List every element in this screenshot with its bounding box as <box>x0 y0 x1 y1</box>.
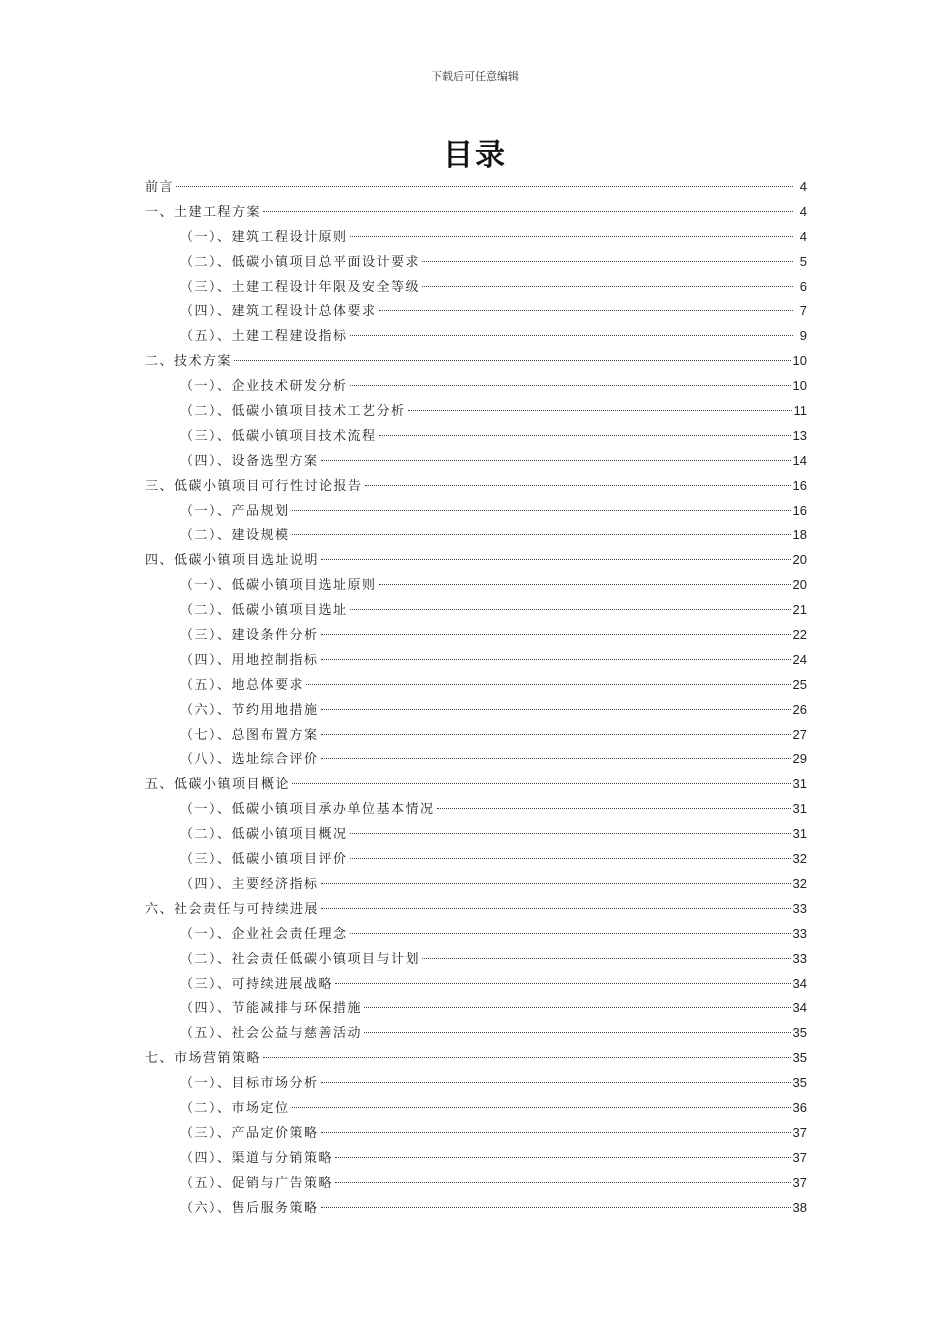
toc-entry-label: （四）、渠道与分销策略 <box>180 1150 334 1166</box>
toc-entry-label: （一）、企业技术研发分析 <box>180 379 348 395</box>
toc-leader-dots <box>422 261 793 262</box>
toc-entry-label: （六）、节约用地措施 <box>180 702 319 718</box>
toc-entry[interactable] <box>145 424 807 449</box>
toc-entry-label: 四、低碳小镇项目选址说明 <box>145 553 320 569</box>
toc-entry[interactable] <box>145 872 807 897</box>
toc-entry-page: 4 <box>799 228 807 244</box>
toc-entry[interactable] <box>145 1071 807 1096</box>
toc-entry-label: （八）、选址综合评价 <box>180 752 319 768</box>
toc-entry[interactable] <box>145 648 807 673</box>
toc-entry[interactable] <box>145 996 807 1021</box>
toc-entry-page: 35 <box>792 1050 807 1066</box>
toc-entry-label: （三）、产品定价策略 <box>180 1125 319 1141</box>
toc-entry[interactable] <box>145 299 807 324</box>
toc-leader-dots <box>321 1207 791 1208</box>
toc-leader-dots <box>350 335 793 336</box>
toc-leader-dots <box>364 1007 791 1008</box>
toc-entry-page: 38 <box>792 1199 807 1215</box>
toc-entry-page: 25 <box>792 676 807 692</box>
toc-leader-dots <box>292 1107 791 1108</box>
toc-entry[interactable] <box>145 474 807 499</box>
toc-entry-page: 33 <box>792 925 807 941</box>
toc-entry[interactable] <box>145 772 807 797</box>
toc-entry[interactable] <box>145 275 807 300</box>
toc-entry-page: 16 <box>792 502 807 518</box>
toc-entry-label: （二）、低碳小镇项目概况 <box>180 827 348 843</box>
page-title: 目录 <box>443 138 507 173</box>
toc-entry-label: （三）、低碳小镇项目技术流程 <box>180 428 377 444</box>
toc-entry[interactable] <box>145 499 807 524</box>
toc-entry-label: 三、低碳小镇项目可行性讨论报告 <box>145 478 363 494</box>
toc-entry-label: （四）、用地控制指标 <box>180 652 319 668</box>
toc-leader-dots <box>321 659 791 660</box>
toc-entry-label: （三）、低碳小镇项目评价 <box>180 852 348 868</box>
toc-leader-dots <box>321 634 791 635</box>
toc-entry[interactable] <box>145 1146 807 1171</box>
toc-leader-dots <box>321 1132 791 1133</box>
toc-entry-page: 4 <box>799 203 807 219</box>
toc-entry-label: （七）、总图布置方案 <box>180 727 319 743</box>
toc-entry-label: （一）、低碳小镇项目承办单位基本情况 <box>180 802 435 818</box>
toc-entry-page: 35 <box>792 1075 807 1091</box>
toc-entry-label: （五）、促销与广告策略 <box>180 1175 334 1191</box>
toc-leader-dots <box>292 510 791 511</box>
toc-entry-label: （一）、低碳小镇项目选址原则 <box>180 578 377 594</box>
toc-entry-page: 20 <box>792 552 807 568</box>
toc-leader-dots <box>321 908 791 909</box>
toc-leader-dots <box>263 1057 791 1058</box>
toc-entry-page: 34 <box>792 1000 807 1016</box>
toc-leader-dots <box>422 286 793 287</box>
toc-entry-label: （四）、节能减排与环保措施 <box>180 1001 363 1017</box>
toc-entry[interactable] <box>145 548 807 573</box>
toc-entry-page: 20 <box>792 577 807 593</box>
toc-entry-label: （四）、主要经济指标 <box>180 876 319 892</box>
toc-entry[interactable] <box>145 225 807 250</box>
toc-entry-page: 11 <box>793 403 807 419</box>
toc-entry-page: 9 <box>799 328 807 344</box>
toc-entry-label: （一）、建筑工程设计原则 <box>180 229 348 245</box>
toc-entry[interactable] <box>145 1171 807 1196</box>
toc-leader-dots <box>321 1082 791 1083</box>
toc-entry-page: 37 <box>792 1174 807 1190</box>
toc-entry-label: （一）、目标市场分析 <box>180 1076 319 1092</box>
toc-entry-page: 31 <box>792 826 807 842</box>
toc-leader-dots <box>321 559 791 560</box>
toc-leader-dots <box>350 833 791 834</box>
toc-leader-dots <box>263 211 793 212</box>
toc-entry-page: 21 <box>792 602 807 618</box>
toc-leader-dots <box>335 983 791 984</box>
toc-entry[interactable] <box>145 698 807 723</box>
toc-entry-label: （二）、社会责任低碳小镇项目与计划 <box>180 951 421 967</box>
toc-entry[interactable] <box>145 723 807 748</box>
toc-leader-dots <box>350 385 791 386</box>
toc-entry[interactable] <box>145 1046 807 1071</box>
toc-entry[interactable] <box>145 324 807 349</box>
toc-leader-dots <box>422 958 791 959</box>
toc-entry-label: （三）、可持续进展战略 <box>180 976 334 992</box>
toc-entry[interactable] <box>145 449 807 474</box>
toc-entry-page: 37 <box>792 1124 807 1140</box>
toc-entry-page: 34 <box>792 975 807 991</box>
toc-entry-page: 33 <box>792 900 807 916</box>
toc-leader-dots <box>379 435 791 436</box>
toc-entry-page: 26 <box>792 701 807 717</box>
toc-entry[interactable] <box>145 897 807 922</box>
toc-entry-page: 13 <box>792 427 807 443</box>
toc-entry[interactable] <box>145 523 807 548</box>
toc-entry-page: 32 <box>792 851 807 867</box>
toc-entry-label: （二）、低碳小镇项目选址 <box>180 603 348 619</box>
toc-leader-dots <box>364 1032 791 1033</box>
toc-entry[interactable] <box>145 822 807 847</box>
toc-entry[interactable] <box>145 922 807 947</box>
toc-entry[interactable] <box>145 1021 807 1046</box>
toc-entry-page: 22 <box>792 627 807 643</box>
toc-entry-page: 10 <box>792 353 807 369</box>
toc-entry-page: 36 <box>792 1099 807 1115</box>
toc-entry[interactable] <box>145 573 807 598</box>
toc-entry-page: 29 <box>792 751 807 767</box>
toc-entry[interactable] <box>145 1196 807 1221</box>
toc-leader-dots <box>365 485 791 486</box>
toc-entry[interactable] <box>145 673 807 698</box>
toc-entry-page: 35 <box>792 1025 807 1041</box>
toc-leader-dots <box>292 783 791 784</box>
toc-entry-page: 31 <box>792 801 807 817</box>
toc-leader-dots <box>350 858 791 859</box>
toc-entry-page: 31 <box>792 776 807 792</box>
toc-leader-dots <box>437 808 791 809</box>
toc-entry[interactable] <box>145 972 807 997</box>
toc-leader-dots <box>321 460 791 461</box>
toc-entry[interactable] <box>145 200 807 225</box>
toc-entry[interactable] <box>145 847 807 872</box>
toc-entry-label: 二、技术方案 <box>145 354 233 370</box>
toc-entry-label: （二）、低碳小镇项目技术工艺分析 <box>180 404 406 420</box>
toc-leader-dots <box>350 236 793 237</box>
toc-entry-page: 7 <box>799 303 807 319</box>
toc-leader-dots <box>321 883 791 884</box>
page-header: 下载后可任意编辑 <box>431 70 519 83</box>
toc-entry-page: 16 <box>792 477 807 493</box>
toc-entry[interactable] <box>145 349 807 374</box>
toc-entry-page: 27 <box>792 726 807 742</box>
toc-entry-page: 18 <box>792 527 807 543</box>
toc-leader-dots <box>234 360 791 361</box>
toc-entry-label: （五）、社会公益与慈善活动 <box>180 1026 363 1042</box>
toc-entry-label: （五）、地总体要求 <box>180 677 305 693</box>
toc-entry-label: （一）、产品规划 <box>180 503 290 519</box>
toc-entry-page: 32 <box>792 875 807 891</box>
toc-leader-dots <box>176 186 793 187</box>
toc-leader-dots <box>408 410 792 411</box>
toc-entry[interactable] <box>145 747 807 772</box>
toc-entry[interactable] <box>145 399 807 424</box>
toc-entry[interactable] <box>145 797 807 822</box>
toc-entry[interactable] <box>145 947 807 972</box>
toc-leader-dots <box>379 584 791 585</box>
toc-entry[interactable] <box>145 623 807 648</box>
toc-leader-dots <box>335 1182 791 1183</box>
toc-entry[interactable] <box>145 250 807 275</box>
toc-leader-dots <box>350 933 791 934</box>
toc-entry-label: （二）、市场定位 <box>180 1100 290 1116</box>
toc-entry-label: 前言 <box>145 180 175 195</box>
toc-leader-dots <box>350 609 791 610</box>
toc-entry-label: （二）、建设规模 <box>180 528 290 544</box>
toc-entry-label: （二）、低碳小镇项目总平面设计要求 <box>180 254 421 270</box>
toc-entry-label: 六、社会责任与可持续进展 <box>145 901 320 917</box>
toc-entry-page: 24 <box>792 651 807 667</box>
toc-entry-page: 4 <box>799 179 807 194</box>
toc-entry-label: （四）、设备选型方案 <box>180 453 319 469</box>
toc-entry-label: （四）、建筑工程设计总体要求 <box>180 304 377 320</box>
toc-entry-page: 33 <box>792 950 807 966</box>
toc-entry[interactable] <box>145 374 807 399</box>
toc-entry-label: （三）、土建工程设计年限及安全等级 <box>180 279 421 295</box>
toc-entry-label: 一、土建工程方案 <box>145 204 262 220</box>
toc-entry-label: （六）、售后服务策略 <box>180 1200 319 1216</box>
toc-entry[interactable] <box>145 1121 807 1146</box>
toc-leader-dots <box>321 734 791 735</box>
table-of-contents <box>145 175 807 1220</box>
toc-entry-label: 七、市场营销策略 <box>145 1051 262 1067</box>
toc-entry[interactable] <box>145 175 807 200</box>
toc-entry-page: 37 <box>792 1149 807 1165</box>
toc-leader-dots <box>379 310 793 311</box>
toc-leader-dots <box>321 758 791 759</box>
toc-entry-page: 6 <box>799 278 807 294</box>
toc-leader-dots <box>292 534 791 535</box>
toc-entry[interactable] <box>145 598 807 623</box>
toc-entry-page: 10 <box>792 378 807 394</box>
toc-entry-page: 14 <box>792 452 807 468</box>
toc-entry-label: （五）、土建工程建设指标 <box>180 329 348 345</box>
toc-entry-label: 五、低碳小镇项目概论 <box>145 777 291 793</box>
toc-leader-dots <box>321 709 791 710</box>
toc-entry[interactable] <box>145 1096 807 1121</box>
toc-leader-dots <box>335 1157 791 1158</box>
toc-entry-label: （三）、建设条件分析 <box>180 628 319 644</box>
toc-entry-page: 5 <box>799 253 807 269</box>
toc-leader-dots <box>306 684 791 685</box>
toc-entry-label: （一）、企业社会责任理念 <box>180 926 348 942</box>
